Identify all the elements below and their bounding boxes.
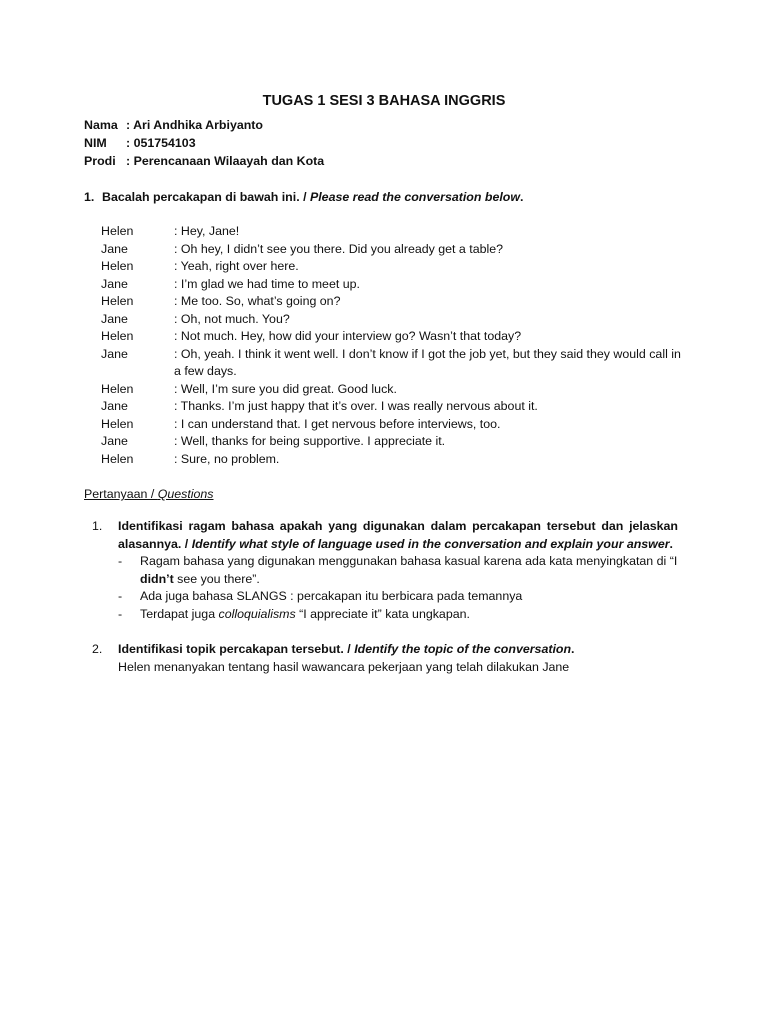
question-2-text-en: Identify the topic of the conversation — [354, 642, 572, 656]
speaker: Helen — [101, 224, 134, 238]
instruction — [84, 189, 523, 207]
question-1-period: . — [669, 536, 673, 551]
conversation-line — [101, 381, 681, 399]
question-2-period: . — [571, 642, 575, 656]
speaker: Helen — [101, 259, 134, 273]
answer-item — [118, 606, 678, 624]
document-title: TUGAS 1 SESI 3 BAHASA INGGRIS — [262, 93, 506, 109]
answer-3-post: “I appreciate it” kata ungkapan. — [295, 606, 470, 621]
student-nim-row — [84, 135, 324, 153]
conversation-line — [101, 241, 681, 259]
question-2-answer: Helen menanyakan tentang hasil wawancara pekerjaan yang telah dilakukan Jane — [118, 659, 570, 674]
conversation-line — [101, 276, 681, 294]
bullet-dash: - — [118, 554, 123, 568]
instruction-text: Bacalah percakapan di bawah ini. / — [102, 190, 310, 204]
question-1-number: 1. — [92, 519, 103, 533]
speaker: Helen — [101, 416, 134, 431]
conversation-line — [101, 258, 681, 276]
answer-item — [118, 553, 678, 588]
answer-2: Ada juga bahasa SLANGS : percakapan itu berbicara pada temannya — [140, 589, 523, 603]
speaker: Helen — [101, 451, 134, 466]
instruction-number: 1. — [84, 190, 95, 204]
student-prodi-row — [84, 153, 324, 171]
bullet-dash: - — [118, 606, 123, 621]
instruction-text-en: Please read the conversation below — [309, 190, 520, 204]
prodi-label: Prodi — [84, 154, 116, 168]
bullet-dash: - — [118, 589, 123, 603]
question-1-answers — [118, 553, 678, 623]
speaker: Jane — [101, 399, 128, 413]
conversation-line — [101, 398, 681, 416]
question-2-text — [118, 641, 678, 659]
nim-label: NIM — [84, 136, 107, 150]
question-2 — [92, 641, 678, 676]
answer-3-italic: colloquialisms — [218, 606, 296, 621]
answer-1-bold: didn’t — [140, 571, 174, 586]
student-name-row — [84, 117, 324, 135]
speaker: Helen — [101, 329, 134, 343]
conversation-line — [101, 416, 681, 434]
conversation-line — [101, 451, 681, 469]
speaker: Jane — [101, 276, 128, 291]
utterance: : Well, I’m sure you did great. Good luck. — [174, 381, 397, 396]
utterance: : Oh, yeah. I think it went well. I don’t know if I got the job yet, but they said they would call in a few days. — [174, 346, 681, 378]
utterance: : Well, thanks for being supportive. I appreciate it. — [174, 434, 446, 448]
utterance: : Oh hey, I didn’t see you there. Did you already get a table? — [174, 241, 504, 256]
conversation-line — [101, 293, 681, 311]
speaker: Jane — [101, 346, 128, 361]
utterance: : Hey, Jane! — [174, 224, 240, 238]
utterance: : I can understand that. I get nervous before interviews, too. — [174, 416, 501, 431]
utterance: : Thanks. I’m just happy that it’s over. I was really nervous about it. — [174, 399, 538, 413]
name-label: Nama — [84, 118, 118, 132]
question-1-text-en: Identify what style of language used in the conversation and explain your answer — [191, 536, 670, 551]
question-1-text — [118, 518, 678, 553]
question-1-text-id: Identifikasi ragam bahasa apakah yang digunakan dalam percakapan tersebut dan jelaskan alasannya. / — [118, 519, 678, 551]
answer-text — [140, 606, 470, 624]
name-value: : Ari Andhika Arbiyanto — [126, 118, 263, 132]
answer-3-pre: Terdapat juga — [140, 606, 219, 621]
speaker: Jane — [101, 434, 128, 448]
conversation-line — [101, 346, 681, 381]
answer-item — [118, 588, 678, 606]
nim-value: : 051754103 — [126, 136, 196, 150]
utterance: : I’m glad we had time to meet up. — [174, 276, 360, 291]
conversation — [101, 223, 681, 468]
answer-1-post: see you there”. — [173, 571, 260, 586]
utterance: : Me too. So, what’s going on? — [174, 294, 341, 308]
speaker: Helen — [101, 381, 134, 396]
conversation-line — [101, 311, 681, 329]
question-1 — [92, 518, 678, 623]
answer-text — [140, 553, 678, 588]
speaker: Jane — [101, 241, 128, 256]
question-2-text-id: Identifikasi topik percakapan tersebut. / — [118, 642, 355, 656]
utterance: : Not much. Hey, how did your interview go? Wasn’t that today? — [174, 329, 522, 343]
utterance: : Sure, no problem. — [174, 451, 280, 466]
utterance: : Yeah, right over here. — [174, 259, 299, 273]
questions-heading-en: Questions — [157, 487, 214, 501]
instruction-period: . — [520, 190, 524, 204]
prodi-value: : Perencanaan Wilaayah dan Kota — [126, 154, 325, 168]
utterance: : Oh, not much. You? — [174, 311, 290, 326]
questions-heading-id: Pertanyaan / — [84, 487, 158, 501]
conversation-line — [101, 328, 681, 346]
speaker: Helen — [101, 294, 134, 308]
speaker: Jane — [101, 311, 128, 326]
question-2-number: 2. — [92, 642, 103, 656]
questions-heading — [84, 486, 214, 504]
conversation-line — [101, 433, 681, 451]
answer-1-pre: Ragam bahasa yang digunakan menggunakan bahasa kasual karena ada kata menyingkatan di “I — [140, 554, 678, 568]
student-info — [84, 117, 324, 171]
conversation-line — [101, 223, 681, 241]
